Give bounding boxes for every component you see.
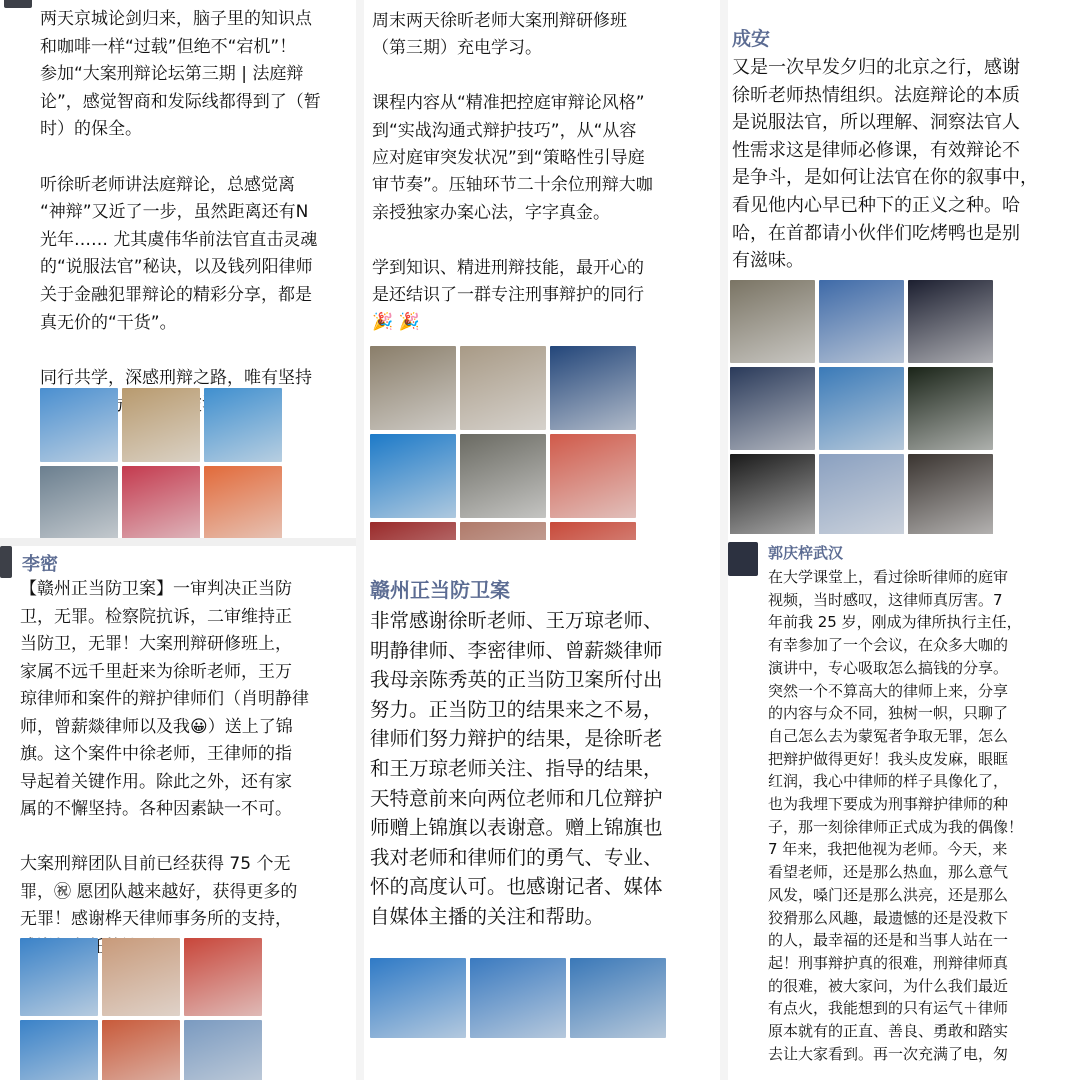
photo-thumbnail[interactable] bbox=[204, 466, 282, 538]
photo-thumbnail[interactable] bbox=[184, 938, 262, 1016]
post-text: 又是一次早发夕归的北京之行，感谢 徐昕老师热情组织。法庭辩论的本质 是说服法官，所以理解、洞察法官人 性需求这是律师必修课，有效辩论不 是争斗，是如何让法官在你的叙事中， 看见他内心早已种下的正义之种。哈 哈，在首都请小伙伴们吃烤鸭也是别 有滋味。 bbox=[732, 57, 1038, 272]
photo-grid bbox=[370, 958, 672, 1038]
photo-grid bbox=[20, 938, 264, 1080]
photo-thumbnail[interactable] bbox=[460, 434, 546, 518]
photo-thumbnail[interactable] bbox=[370, 522, 456, 540]
moment-post bbox=[364, 0, 720, 540]
moment-post bbox=[364, 548, 720, 1080]
post-text: 【赣州正当防卫案】一审判决正当防 卫，无罪。检察院抗诉，二审维持正 当防卫，无罪！大案刑辩研修班上， 家属不远千里赶来为徐昕老师，王万 琼律师和案件的辩护律师们（肖明静律 师，曾薪燚律师以及我😀）送上了锦 旗。这个案件中徐老师，王律师的指 导起着关键作用。除此之外，还有家 属的不懈坚持。各种因素缺一不可。 大案刑辩团队目前已经获得 75 个无 罪，㊗ 愿团队越来越好，获得更多的 无罪！感谢桦天律师事务所的支持， bbox=[20, 579, 309, 929]
divider bbox=[356, 0, 364, 1080]
photo-thumbnail[interactable] bbox=[550, 434, 636, 518]
photo-grid bbox=[40, 388, 282, 538]
photo-thumbnail[interactable] bbox=[460, 522, 546, 540]
photo-thumbnail[interactable] bbox=[908, 367, 993, 450]
author-name[interactable]: 李密 bbox=[22, 554, 58, 575]
photo-thumbnail[interactable] bbox=[819, 280, 904, 363]
photo-thumbnail[interactable] bbox=[730, 454, 815, 534]
post-text: 在大学课堂上，看过徐昕律师的庭审 视频，当时感叹，这律师真厉害。7 年前我 25 岁，刚成为律所执行主任， 有幸参加了一个会议，在众多大咖的 演讲中，专心吸取怎么搞钱的分享。 突然一个不算高大的律师上来，分享 的内容与众不同，独树一帜，只聊了 自己怎么去为蒙冤者争取无罪，怎么 把辩护做得更好！我头皮发麻，眼眶 红润，我心中律师的样子具像化了， 也为我埋下要成为刑事辩护律师的种 子，那一刻徐律师正式成为我的偶像！ 7 年来，我把他视为老师。今天，来 看望老师，还是那么热血，那么意气 风发，嗓门还是那么洪亮，还是那么 狡猾那么风趣，最遗憾的还是没救下 的人，最幸福的还是和当事人站在一 起！刑事辩护真的很难，刑辩律师真 的很难，被大家问，为什么我们最近 有点火，我能想到的只有运气＋律师 原本就有的正直、善良、勇敢和踏实 去让大家看到。再一次充满了电，匆 bbox=[768, 568, 1024, 1063]
author-name[interactable]: 郭庆梓武汉 bbox=[768, 544, 844, 562]
photo-thumbnail[interactable] bbox=[730, 367, 815, 450]
divider bbox=[0, 538, 360, 546]
post-text: 两天京城论剑归来，脑子里的知识点 和咖啡一样“过载”但绝不“宕机”！ 参加“大案刑辩论坛第三期 | 法庭辩 论”，感觉智商和发际线都得到了（暂 时）的保全。 听徐昕老师讲法庭辩论，总感觉离 “神辩”又近了一步，虽然距离还有N 光年…… 尤其虞伟华前法官直击灵魂 的“说服法官”秘诀，以及钱列阳律师 关于金融犯罪辩论的精彩分享，都是 真无价的“干货”。 同行共学，深感刑辩之路，唯有坚持 bbox=[40, 9, 321, 388]
photo-thumbnail[interactable] bbox=[102, 938, 180, 1016]
photo-thumbnail[interactable] bbox=[819, 367, 904, 450]
photo-thumbnail[interactable] bbox=[20, 938, 98, 1016]
photo-thumbnail[interactable] bbox=[550, 346, 636, 430]
avatar[interactable] bbox=[0, 546, 12, 578]
author-name[interactable]: 赣州正当防卫案 bbox=[370, 578, 510, 602]
photo-thumbnail[interactable] bbox=[20, 1020, 98, 1080]
avatar[interactable] bbox=[728, 542, 758, 576]
photo-thumbnail[interactable] bbox=[204, 388, 282, 462]
photo-thumbnail[interactable] bbox=[370, 434, 456, 518]
photo-grid bbox=[370, 346, 638, 540]
post-text: 周末两天徐昕老师大案刑辩研修班 （第三期）充电学习。 课程内容从“精准把控庭审辩论风格” 到“实战沟通式辩护技巧”，从“从容 应对庭审突发状况”到“策略性引导庭 审节奏”。压轴环节二十余位刑辩大咖 亲授独家办案心法，字字真金。 学到知识、精进刑辩技能，最开心的 是还结识了一群专注刑事辩护的同行 🎉 🎉 bbox=[372, 11, 653, 333]
photo-thumbnail[interactable] bbox=[40, 466, 118, 538]
photo-thumbnail[interactable] bbox=[40, 388, 118, 462]
photo-thumbnail[interactable] bbox=[370, 958, 466, 1038]
divider bbox=[720, 0, 728, 1080]
moment-post bbox=[0, 0, 356, 538]
post-text: 非常感谢徐昕老师、王万琼老师、 明静律师、李密律师、曾薪燚律师 我母亲陈秀英的正当防卫案所付出 努力。正当防卫的结果来之不易， 律师们努力辩护的结果，是徐昕老 和王万琼老师关注、指导的结果， 天特意前来向两位老师和几位辩护 师赠上锦旗以表谢意。赠上锦旗也 我对老师和律师们的勇气、专业、 怀的高度认可。也感谢记者、媒体 自媒体主播的关注和帮助。 bbox=[370, 609, 663, 928]
photo-thumbnail[interactable] bbox=[370, 346, 456, 430]
photo-thumbnail[interactable] bbox=[122, 388, 200, 462]
moment-post bbox=[728, 0, 1080, 534]
photo-thumbnail[interactable] bbox=[730, 280, 815, 363]
author-name[interactable]: 成安 bbox=[732, 28, 771, 50]
photo-thumbnail[interactable] bbox=[184, 1020, 262, 1080]
photo-thumbnail[interactable] bbox=[102, 1020, 180, 1080]
photo-thumbnail[interactable] bbox=[908, 454, 993, 534]
photo-thumbnail[interactable] bbox=[908, 280, 993, 363]
photo-grid bbox=[730, 280, 994, 534]
photo-thumbnail[interactable] bbox=[570, 958, 666, 1038]
moment-post bbox=[0, 546, 356, 1080]
photo-thumbnail[interactable] bbox=[122, 466, 200, 538]
avatar[interactable] bbox=[4, 0, 32, 8]
photo-thumbnail[interactable] bbox=[819, 454, 904, 534]
photo-thumbnail[interactable] bbox=[550, 522, 636, 540]
photo-thumbnail[interactable] bbox=[470, 958, 566, 1038]
photo-thumbnail[interactable] bbox=[460, 346, 546, 430]
moment-post bbox=[728, 534, 1080, 1080]
